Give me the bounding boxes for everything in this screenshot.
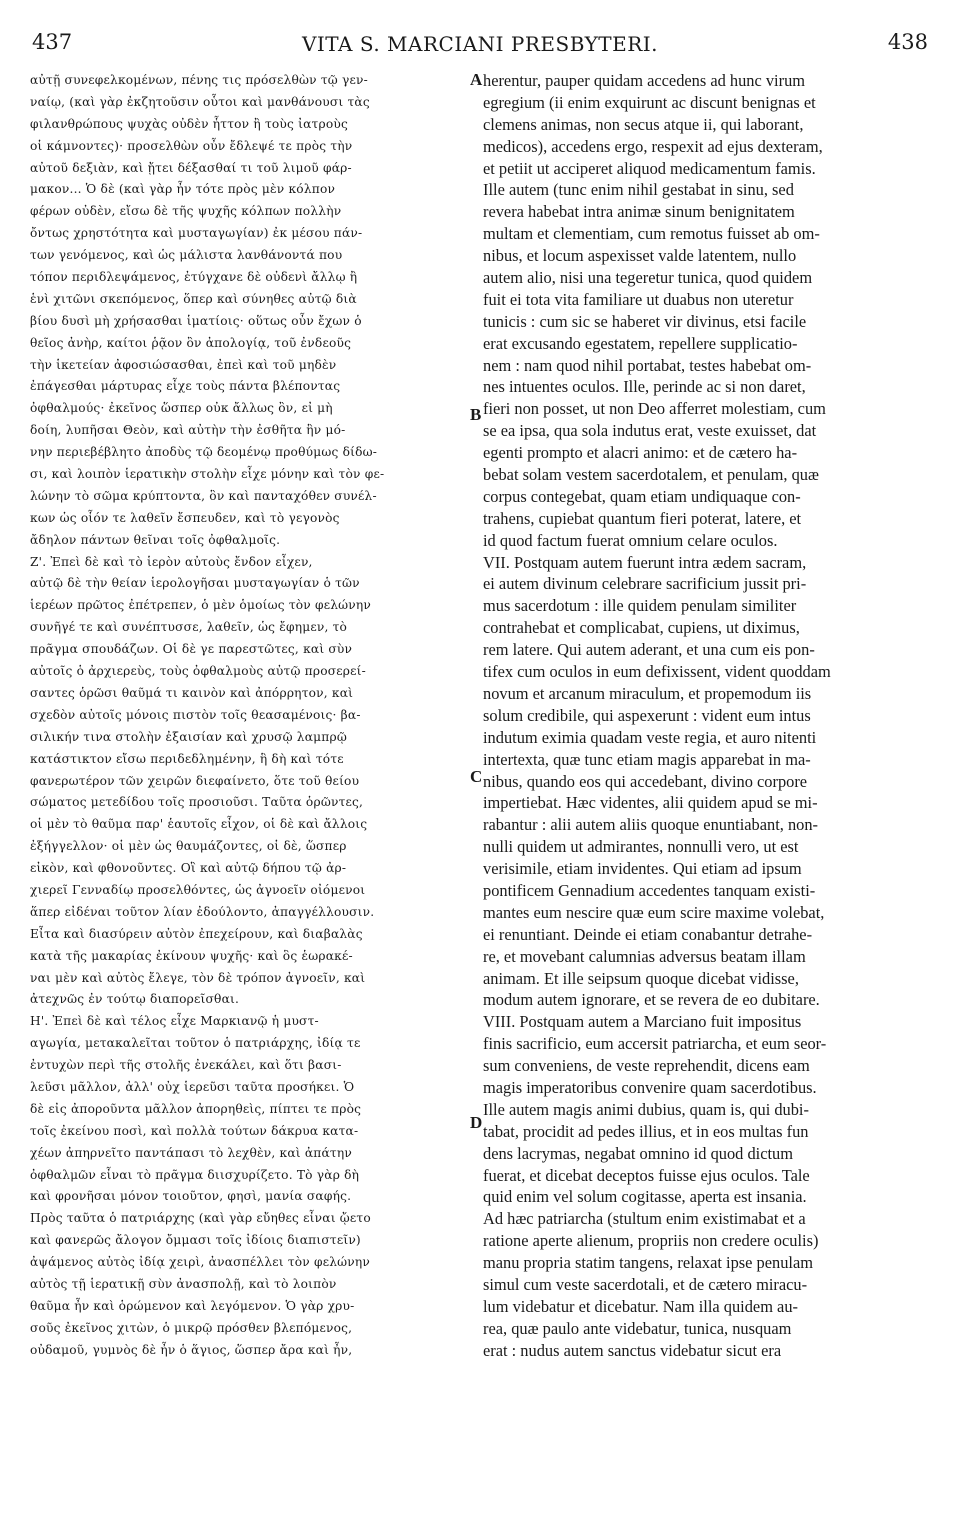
section-marker-a: A bbox=[470, 70, 483, 89]
greek-text-line: ναι μὲν καὶ αὐτὸς ἔλεγε, τὸν δὲ τρόπον ἀγνοεῖν, καὶ bbox=[30, 970, 366, 985]
greek-text-line: Ζ'. Ἐπεὶ δὲ καὶ τὸ ἱερὸν αὐτοὺς ἔνδον εἶχεν, bbox=[30, 554, 313, 569]
latin-text-line: Ad hæc patriarcha (stultum enim existimabat et a bbox=[483, 1209, 806, 1229]
greek-text-line: φιλανθρώπους ψυχὰς οὐδὲν ἧττον ἢ τοὺς ἰατροὺς bbox=[30, 116, 349, 131]
greek-text-line: δοίη, λυπῆσαι Θεὸν, καὶ αὐτὴν τὴν ἐσθῆτα ἣν μό- bbox=[30, 423, 346, 438]
latin-text-line: verisimile, etiam invidentes. Qui etiam ad ipsum bbox=[483, 859, 802, 879]
greek-text-line: λεῦσι μᾶλλον, ἀλλ' οὐχ ἱερεῦσι ταῦτα προσήκει. Ὁ bbox=[30, 1079, 355, 1094]
greek-text-line: θεῖος ἀνὴρ, καίτοι ῥᾷον ὂν ἀπολογίᾳ, τοῦ ἐνδεοῦς bbox=[30, 335, 352, 350]
greek-text-line: βίου δυσὶ μὴ χρήσασθαι ἱματίοις· οὕτως οὖν ἔχων ὁ bbox=[30, 313, 362, 328]
latin-text-line: Ille autem magis animi dubius, quam is, qui dubi- bbox=[483, 1099, 809, 1119]
latin-text-line: pontificem Gennadium accedentes tanquam existi- bbox=[483, 880, 816, 900]
latin-text-line: tifex cum oculos in eum defixissent, vident quoddam bbox=[483, 662, 831, 682]
latin-text-line: medicos), accedens ergo, respexit ad ejus dexteram, bbox=[483, 136, 823, 156]
latin-text-line: rea, quæ paulo ante videbatur, tunica, nusquam bbox=[483, 1318, 792, 1338]
greek-text-line: σι, καὶ λοιπὸν ἱερατικὴν στολὴν εἶχε μόνην καὶ τὸν φε- bbox=[30, 467, 385, 482]
greek-text-line: αγωγία, μετακαλεῖται τοῦτον ὁ πατριάρχης, ἰδίᾳ τε bbox=[30, 1036, 361, 1051]
greek-text-line: ἀτεχνῶς ἐν τούτῳ διαπορεῖσθαι. bbox=[30, 992, 240, 1007]
latin-text-line: corpus contegebat, quam etiam undiquaque con- bbox=[483, 486, 801, 506]
greek-text-line: αὐτῷ δὲ τὴν θείαν ἱερολογῆσαι μυσταγωγίαν ὁ τῶν bbox=[30, 576, 360, 591]
latin-text-line: rem latere. Qui autem aderant, et una cum eis pon- bbox=[483, 640, 815, 660]
latin-text-line: VII. Postquam autem fuerunt intra ædem sacram, bbox=[483, 552, 807, 572]
greek-text-line: κατάστικτον εἴσω περιδεδλημένην, ἣ δὴ καὶ τότε bbox=[30, 751, 344, 766]
latin-text-line: nes intuentes oculos. Ille, perinde ac si non daret, bbox=[483, 377, 806, 397]
page-header bbox=[32, 30, 928, 60]
latin-text-line: mantes eum nescire quæ eum scire maxime volebat, bbox=[483, 902, 825, 922]
latin-text-line: intertexta, quæ tunc etiam magis apparebat in ma- bbox=[483, 749, 811, 769]
greek-text-line: ἐξήγγελλον· οἱ μὲν ὡς θαυμάζοντες, οἱ δὲ, ὥσπερ bbox=[30, 839, 347, 854]
latin-text-line: simul cum veste sacerdotali, et de cætero miracu- bbox=[483, 1274, 808, 1294]
greek-text-line: ἑνὶ χιτῶνι σκεπόμενος, ὅπερ καὶ σύνηθες αὐτῷ διὰ bbox=[30, 291, 357, 306]
latin-text-line: quid enim vel solum cogitasse, aperta est insania. bbox=[483, 1187, 807, 1207]
greek-text-line: ἄδηλον πάντων θεῖναι τοῖς ὀφθαλμοῖς. bbox=[30, 532, 281, 547]
greek-text-line: σαντες ὁρῶσι θαῦμά τι καινὸν καὶ ἀπόρρητον, καὶ bbox=[30, 685, 354, 700]
greek-text-line: αὐτῇ συνεφελκομένων, πένης τις πρόσελθὼν τῷ γεν- bbox=[30, 73, 368, 87]
latin-text-line: nibus, et locum aspexisset valde latentem, nullo bbox=[483, 246, 797, 266]
latin-text-line: erat excusando egestatem, repellere supplicatio- bbox=[483, 333, 798, 353]
greek-text-line: κατὰ τῆς μακαρίας ἐκίνουν ψυχῆς· καὶ ὃς ἑωρακέ- bbox=[30, 948, 353, 963]
greek-text-line: καὶ φανερῶς ἄλογον ὄμμασι τοῖς ἰδίοις διαπιστεῖν) bbox=[30, 1233, 361, 1248]
page-number-right: 438 bbox=[887, 30, 928, 54]
latin-text-line: finis sacrificio, eum accersit patriarcha, et eum seor- bbox=[483, 1034, 827, 1054]
latin-text-line: ratione aperte alienum, propriis non credere oculis) bbox=[483, 1231, 819, 1251]
latin-text-line: id quod factum fuerat omnium celare oculos. bbox=[483, 530, 778, 550]
greek-text-line: τὴν ἱκετείαν ἀφοσιώσασθαι, ἐπεὶ καὶ τοῦ μηδὲν bbox=[30, 357, 337, 372]
greek-text-line: Η'. Ἐπεὶ δὲ καὶ τέλος εἶχε Μαρκιανῷ ἡ μυστ- bbox=[30, 1014, 319, 1029]
latin-text-line: novum et arcanum miraculum, et propemodum iis bbox=[483, 683, 812, 703]
latin-text-line: Ille autem (tunc enim nihil gestabat in sinu, sed bbox=[483, 180, 794, 200]
latin-text-line: VIII. Postquam autem a Marciano fuit impositus bbox=[483, 1012, 802, 1032]
greek-text-line: ὄντως χρηστότητα καὶ μυσταγωγίαν) ἐκ μέσου πάν- bbox=[30, 226, 363, 241]
latin-text-line: rabantur : alii autem aliis quoque enuntiabant, non- bbox=[483, 815, 818, 835]
greek-text-line: φέρων οὐδὲν, εἴσω δὲ τῆς ψυχῆς κόλπων πολλὴν bbox=[30, 204, 342, 219]
latin-text-line: mus sacerdotum : ille quidem penulam similiter bbox=[483, 596, 797, 616]
latin-text-line: ei renuntiant. Deinde ei etiam conabantur detrahe- bbox=[483, 924, 813, 944]
greek-text-line: ἐντυχὼν περὶ τῆς στολῆς ἐνεκάλει, καὶ ὅτι βασι- bbox=[30, 1058, 342, 1073]
greek-text-line: Πρὸς ταῦτα ὁ πατριάρχης (καὶ γὰρ εὔηθες εἶναι ᾤετο bbox=[30, 1211, 371, 1226]
greek-text-line: των γενόμενος, καὶ ὡς μάλιστα λανθάνοντά που bbox=[30, 248, 343, 263]
latin-text-line: trahens, cupiebat quantum fieri poterat, latere, et bbox=[483, 508, 802, 528]
latin-text-line: egregium (ii enim exquirunt ac discunt benignas et bbox=[483, 92, 816, 112]
latin-text-line: autem alio, nisi una tegeretur tunica, quod quidem bbox=[483, 268, 813, 288]
latin-text-line: tabat, procidit ad pedes illius, et in eos multas fun bbox=[483, 1121, 809, 1141]
latin-text-line: indutum eximia quadam veste regia, et auro nitenti bbox=[483, 727, 817, 747]
latin-text-line: lum videbatur et dicebatur. Nam illa quidem au- bbox=[483, 1296, 798, 1316]
latin-text-line: magis imperatoribus convenire quam sacerdotibus. bbox=[483, 1077, 817, 1097]
latin-text-line: animam. Et ille seipsum quoque dicebat vidisse, bbox=[483, 968, 799, 988]
greek-text-line: καὶ φρονῆσαι μόνον τοιοῦτον, φησὶ, μανία σαφής. bbox=[30, 1189, 352, 1204]
latin-text-line: nem : nam quod nihil portabat, testes habebat om- bbox=[483, 355, 812, 375]
latin-text-line: re, et movebant calumnias adversus beatam illam bbox=[483, 946, 806, 966]
greek-text-line: χέων ἀπηρνεῖτο παντάπασι τὸ λεχθὲν, καὶ ἀπάτην bbox=[30, 1145, 352, 1160]
latin-text-line: herentur, pauper quidam accedens ad hunc virum bbox=[483, 71, 806, 90]
latin-text-line: revera habebat intra animæ sinum benignitatem bbox=[483, 202, 795, 222]
latin-text-line: dens lacrymas, negabat omnino id quod dictum bbox=[483, 1143, 793, 1163]
latin-text-line: modum autem ignorare, et se revera de eo dubitare. bbox=[483, 990, 820, 1010]
latin-text-line: fieri non posset, ut non Deo afferret molestiam, cum bbox=[483, 399, 826, 419]
latin-text-line: multam et clementiam, cum remotus fuisset ab om- bbox=[483, 224, 820, 244]
greek-text-line: αὐτὸς τῇ ἱερατικῇ σὺν ἀνασπολῇ, καὶ τὸ λοιπὸν bbox=[30, 1276, 337, 1291]
latin-text-line: manu propria statim tangens, relaxat ipse penulam bbox=[483, 1253, 813, 1273]
latin-text-line: fuit ei tota vita familiare ut duabus non uteretur bbox=[483, 289, 794, 309]
greek-text-line: ὀφθαλμῶν εἶναι τὸ πρᾶγμα διισχυρίζετο. Τὸ γὰρ δὴ bbox=[30, 1167, 360, 1182]
latin-text-line: bebat solam vestem sacerdotalem, et penulam, quæ bbox=[483, 465, 819, 485]
greek-text-line: φανερωτέρον τῶν χειρῶν διεφαίνετο, ὅτε τοῦ θείου bbox=[30, 773, 360, 788]
latin-text-line: fuerat, et dicebat deceptos fuisse ejus oculos. Tale bbox=[483, 1165, 810, 1185]
greek-text-line: ἐπάγεσθαι μάρτυρας εἶχε τοὺς πάντα βλέποντας bbox=[30, 379, 341, 394]
latin-text-line: sum conveniens, de veste reprehendit, dicens eam bbox=[483, 1056, 810, 1076]
section-marker-d: D bbox=[470, 1113, 483, 1132]
greek-text-line: πρᾶγμα σπουδάζων. Οἱ δὲ γε παρεστῶτες, καὶ σὺν bbox=[30, 642, 353, 657]
greek-text-line: κων ὡς οἷόν τε λαθεῖν ἔσπευδεν, καὶ τὸ γεγονὸς bbox=[30, 510, 340, 525]
greek-text-line: ναίῳ, (καὶ γὰρ ἐκζητοῦσιν οὗτοι καὶ μανθάνουσι τὰς bbox=[30, 94, 370, 109]
latin-text-line: egenti prompto et alacri animo: et de cætero ha- bbox=[483, 443, 798, 463]
section-marker-b: B bbox=[470, 405, 482, 424]
greek-text-line: σώματος μετεδίδου τοῖς προσιοῦσι. Ταῦτα ὁρῶντες, bbox=[30, 795, 364, 810]
greek-text-line: σχεδὸν αὐτοῖς μόνοις πιστὸν τοῖς θεασαμένοις· βα- bbox=[30, 707, 361, 722]
greek-text-line: συνῆγέ τε καὶ συνέπτυσσε, λαθεῖν, ὡς ἔφημεν, τὸ bbox=[30, 620, 348, 635]
greek-text-line: ἱερέων πρῶτος ἐπέτρεπεν, ὁ μὲν ὁμοίως τὸν φελώνην bbox=[30, 598, 372, 613]
greek-text-line: μακον... Ὁ δὲ (καὶ γὰρ ἦν τότε πρὸς μὲν κόλπον bbox=[30, 182, 336, 197]
greek-text-line: θαῦμα ἦν καὶ ὁρώμενον καὶ λεγόμενον. Ὁ γὰρ χρυ- bbox=[30, 1298, 355, 1313]
section-marker-c: C bbox=[470, 767, 483, 786]
latin-text-line: et petiit ut acciperet aliquod medicamentum famis. bbox=[483, 158, 816, 178]
latin-text-line: se ea ipsa, qua sola indutus erat, veste exuisset, dat bbox=[483, 421, 817, 441]
greek-text-line: ὀφθαλμούς· ἐκεῖνος ὥσπερ οὐκ ἄλλως ὂν, εἰ μὴ bbox=[30, 401, 333, 416]
latin-text-line: clemens animas, non secus atque ii, qui laborant, bbox=[483, 114, 804, 134]
latin-text-line: erat : nudus autem sanctus videbatur sicut era bbox=[483, 1340, 782, 1360]
greek-text-line: σιλικήν τινα στολὴν ἐξαισίαν καὶ χρυσῷ λαμπρῷ bbox=[30, 729, 347, 744]
latin-text-line: solum credibile, qui aspexerunt : vident eum intus bbox=[483, 705, 811, 725]
greek-text-line: τόπον περιδλεψάμενος, ἐτύγχανε δὲ οὐδενὶ ἄλλῳ ἢ bbox=[30, 270, 358, 285]
latin-text-line: ei autem divinum celebrare sacrificium jussit pri- bbox=[483, 574, 807, 594]
greek-text-line: ἅπερ εἰδέναι τοῦτον λίαν ἐδούλοντο, ἀπαγγέλλουσιν. bbox=[30, 904, 375, 919]
greek-text-line: αὐτοῖς ὁ ἀρχιερεὺς, τοὺς ὀφθαλμοὺς αὐτῷ προσερεί- bbox=[30, 664, 366, 679]
latin-text-column bbox=[483, 70, 928, 1362]
greek-text-line: σοῦς ἐκεῖνος χιτὼν, ὁ μικρῷ πρόσθεν βλεπόμενος, bbox=[30, 1320, 353, 1335]
greek-text-line: δὲ εἰς ἀποροῦντα μᾶλλον ἀπορηθεὶς, πίπτει τε πρὸς bbox=[30, 1101, 362, 1116]
latin-text-line: nulli quidem ut admirantes, nonnulli vero, ut est bbox=[483, 837, 799, 857]
greek-text-line: χιερεῖ Γενναδίῳ προσελθόντες, ὡς ἀγνοεῖν οἰόμενοι bbox=[30, 882, 366, 897]
greek-text-line: αὐτοῦ δεξιὰν, καὶ ᾔτει δέξασθαί τι τοῦ λιμοῦ φάρ- bbox=[30, 160, 352, 175]
greek-text-line: ἀψάμενος αὐτὸς ἰδίᾳ χειρὶ, ἀνασπέλλει τὸν φελώνην bbox=[30, 1255, 371, 1270]
greek-text-line: Εἶτα καὶ διασύρειν αὐτὸν ἐπεχείρουν, καὶ διαβαλὰς bbox=[30, 926, 363, 941]
greek-text-line: νην περιεβέβλητο ἀποδὺς τῷ δεομένῳ προθύμως δίδω- bbox=[30, 445, 378, 460]
running-title: VITA S. MARCIANI PRESBYTERI. bbox=[301, 32, 659, 56]
greek-text-column bbox=[30, 70, 470, 1362]
latin-text-line: nibus, quando eos qui accedebant, divino corpore bbox=[483, 771, 808, 791]
greek-text-line: οἱ μὲν τὸ θαῦμα παρ' ἑαυτοῖς εἶχον, οἱ δὲ καὶ ἄλλοις bbox=[30, 817, 368, 832]
greek-text-line: οὐδαμοῦ, γυμνὸς δὲ ἦν ὁ ἅγιος, ὥσπερ ἄρα καὶ ἦν, bbox=[30, 1342, 353, 1357]
page-number-left: 437 bbox=[32, 30, 73, 54]
latin-text-line: impertiebat. Hæc videntes, alii quidem apud se mi- bbox=[483, 793, 818, 813]
latin-text-line: contrahebat et complicabat, cupiens, ut diximus, bbox=[483, 618, 800, 638]
greek-text-line: λώνην τὸ σῶμα κρύπτοντα, ὃν καὶ πανταχόθεν συνέλ- bbox=[30, 488, 377, 503]
greek-text-line: εἰκὸν, καὶ φθονοῦντες. Οἳ καὶ αὐτῷ δήπου τῷ ἀρ- bbox=[30, 861, 347, 876]
latin-text-line: tunicis : cum sic se haberet vir divinus, etsi facile bbox=[483, 311, 807, 331]
greek-text-line: τοῖς ἐκείνου ποσὶ, καὶ πολλὰ τούτων δάκρυα κατα- bbox=[30, 1123, 359, 1138]
greek-text-line: οἱ κάμνοντες)· προσελθὼν οὖν ἔδλεψέ τε πρὸς τὴν bbox=[30, 138, 353, 153]
